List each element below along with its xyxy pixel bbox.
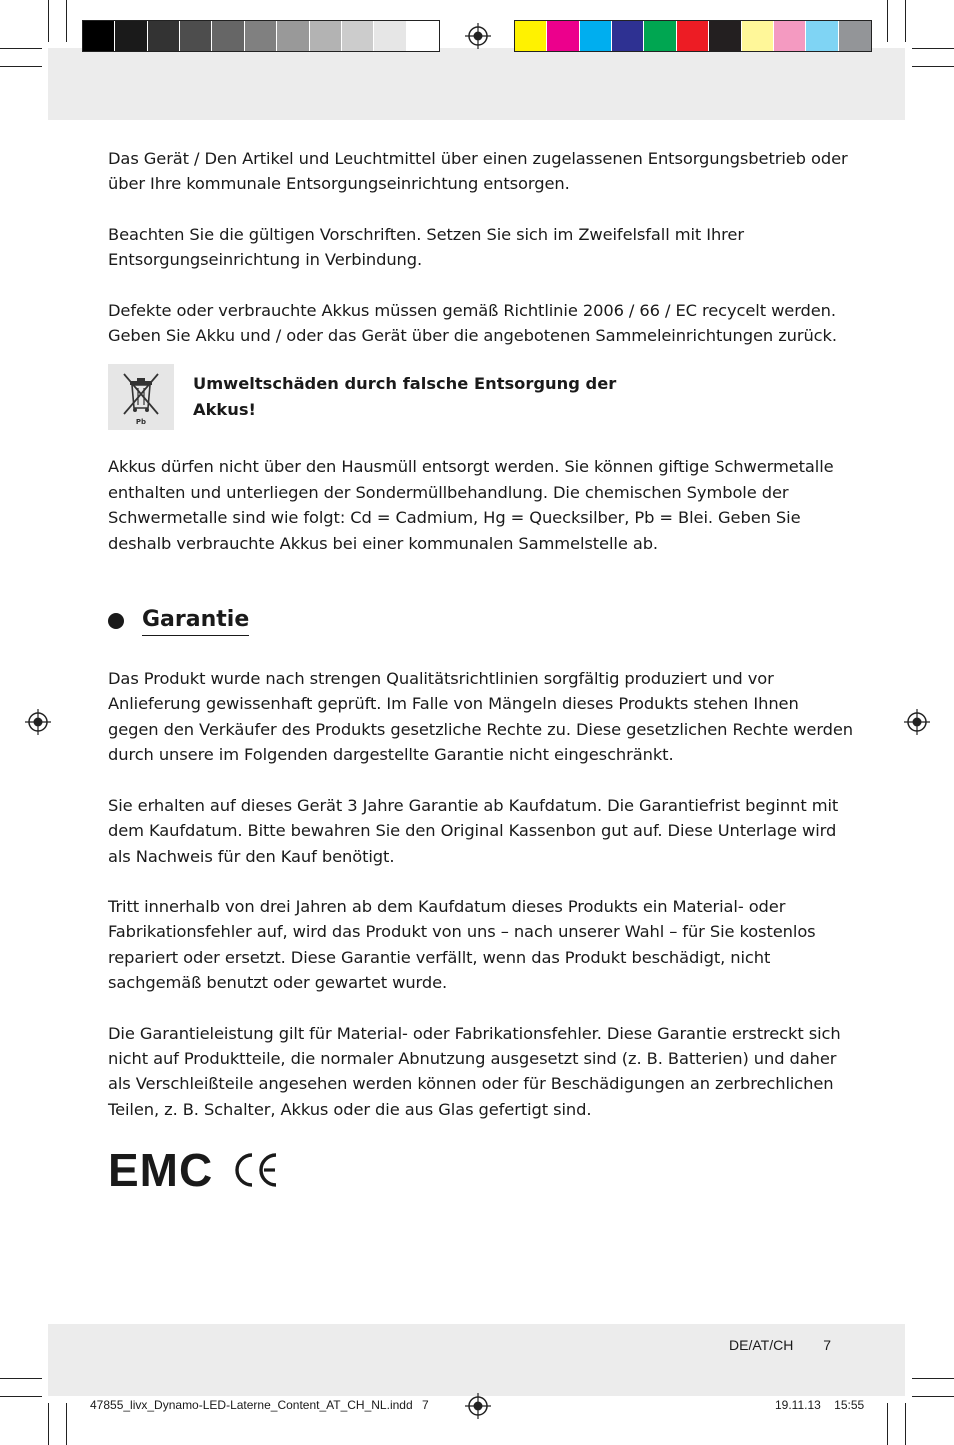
- warranty-paragraph: Sie erhalten auf dieses Gerät 3 Jahre Garantie ab Kaufdatum. Die Garantiefrist beginnt mit dem Kaufdatum. Bitte bewahren Sie den Original Kassenbon gut auf. Diese Unterlage wird als Nachweis für den Kauf benötigt.: [108, 795, 839, 866]
- color-swatch: [180, 21, 212, 51]
- warranty-paragraph: Das Produkt wurde nach strengen Qualitätsrichtlinien sorgfältig produziert und vor Anlieferung gewissenhaft geprüft. Im Falle von Mängeln dieses Produkts stehen Ihnen gegen den Verkäufer des Produkts gesetzliche Rechte zu. Diese gesetzlichen Rechte werden durch unsere im Folgenden dargestellte Garantie nicht eingeschränkt.: [108, 669, 854, 765]
- crop-mark: [887, 1403, 888, 1445]
- emc-mark: EMC: [108, 1144, 214, 1197]
- slug-timestamp: [775, 1398, 864, 1412]
- color-swatch: [547, 21, 579, 51]
- regulations-paragraph: Beachten Sie die gültigen Vorschriften. Setzen Sie sich im Zweifelsfall mit Ihrer Entsorgungseinrichtung in Verbindung.: [108, 224, 744, 270]
- heading-bullet-icon: [108, 613, 124, 629]
- ce-mark-icon: [231, 1152, 279, 1188]
- color-swatch: [644, 21, 676, 51]
- grayscale-color-bar: [82, 20, 440, 52]
- warranty-paragraph: Tritt innerhalb von drei Jahren ab dem Kaufdatum dieses Produkts ein Material- oder Fabrikationsfehler auf, wird das Produkt von uns – nach unserer Wahl – für Sie kostenlos repariert oder ersetzt. Diese Garantie verfällt, wenn das Produkt beschädigt, nicht sachgemäß benutzt oder gewartet wurde.: [108, 896, 816, 993]
- registration-mark-icon: [465, 23, 491, 49]
- color-swatch: [245, 21, 277, 51]
- crossed-out-bin-icon: [108, 364, 174, 430]
- conformity-marks: [108, 1144, 853, 1197]
- registration-mark-icon: [465, 1393, 491, 1419]
- environment-warning: [108, 364, 853, 430]
- crop-mark: [912, 66, 954, 67]
- crop-mark: [912, 48, 954, 49]
- registration-mark-icon: [904, 709, 930, 735]
- color-swatch: [212, 21, 244, 51]
- color-swatch: [709, 21, 741, 51]
- crop-mark: [912, 1378, 954, 1379]
- crop-mark: [66, 0, 67, 42]
- color-swatch: [774, 21, 806, 51]
- crop-mark: [66, 1403, 67, 1445]
- page-content: [108, 146, 854, 1197]
- slug-file-name: 47855_livx_Dynamo-LED-Laterne_Content_AT_CH_NL.indd: [90, 1398, 413, 1412]
- page-number: 7: [823, 1337, 831, 1353]
- color-swatch: [115, 21, 147, 51]
- color-swatch: [515, 21, 547, 51]
- section-heading: [108, 606, 853, 636]
- process-color-bar: [514, 20, 872, 52]
- section-title: Garantie: [142, 606, 249, 636]
- crop-mark: [0, 1378, 42, 1379]
- color-swatch: [342, 21, 374, 51]
- crop-mark: [905, 1403, 906, 1445]
- warning-title: Umweltschäden durch falsche Entsorgung der Akkus!: [193, 374, 617, 420]
- slug-date: 19.11.13: [775, 1398, 821, 1412]
- crop-mark: [887, 0, 888, 42]
- crop-mark: [912, 1396, 954, 1397]
- color-swatch: [839, 21, 871, 51]
- color-swatch: [742, 21, 774, 51]
- slug-time: 15:55: [834, 1398, 865, 1412]
- color-swatch: [677, 21, 709, 51]
- color-swatch: [612, 21, 644, 51]
- footer-locale: DE/AT/CH: [729, 1337, 794, 1353]
- crop-mark: [0, 66, 42, 67]
- crop-mark: [0, 48, 42, 49]
- crop-mark: [48, 0, 49, 42]
- bottom-bleed-band: [48, 1324, 905, 1396]
- color-swatch: [148, 21, 180, 51]
- color-swatch: [310, 21, 342, 51]
- slug-file-page: 7: [421, 1398, 429, 1412]
- battery-recycling-paragraph: Defekte oder verbrauchte Akkus müssen gemäß Richtlinie 2006 / 66 / EC recycelt werden. Geben Sie Akku und / oder das Gerät über die angebotenen Sammeleinrichtungen zurück.: [108, 300, 837, 346]
- color-swatch: [580, 21, 612, 51]
- crop-mark: [48, 1403, 49, 1445]
- color-swatch: [374, 21, 406, 51]
- warn-icon-label: Pb: [135, 418, 147, 427]
- crop-mark: [905, 0, 906, 42]
- color-swatch: [83, 21, 115, 51]
- battery-heavy-metals-paragraph: Akkus dürfen nicht über den Hausmüll entsorgt werden. Sie können giftige Schwermetalle enthalten und unterliegen der Sondermüllbehandlung. Die chemischen Symbole der Schwermetalle sind wie folgt: Cd = Cadmium, Hg = Quecksilber, Pb = Blei. Geben Sie deshalb verbrauchte Akkus bei einer kommunalen Sammelstelle ab.: [108, 457, 834, 553]
- crop-mark: [0, 1396, 42, 1397]
- page-footer: [729, 1337, 831, 1353]
- slug-file-info: [90, 1398, 429, 1412]
- color-swatch: [806, 21, 838, 51]
- registration-mark-icon: [25, 709, 51, 735]
- top-bleed-band: [48, 48, 905, 120]
- warranty-paragraph: Die Garantieleistung gilt für Material- oder Fabrikationsfehler. Diese Garantie erstreckt sich nicht auf Produktteile, die normaler Abnutzung ausgesetzt sind (z. B. Batterien) und daher als Verschleißteile angesehen werden können oder für Beschädigungen an zerbrechlichen Teilen, z. B. Schalter, Akkus oder die aus Glas gefertigt sind.: [108, 1023, 841, 1119]
- color-swatch: [277, 21, 309, 51]
- disposal-paragraph: Das Gerät / Den Artikel und Leuchtmittel über einen zugelassenen Entsorgungsbetrieb oder über Ihre kommunale Entsorgungseinrichtung entsorgen.: [108, 149, 848, 194]
- color-swatch: [407, 21, 439, 51]
